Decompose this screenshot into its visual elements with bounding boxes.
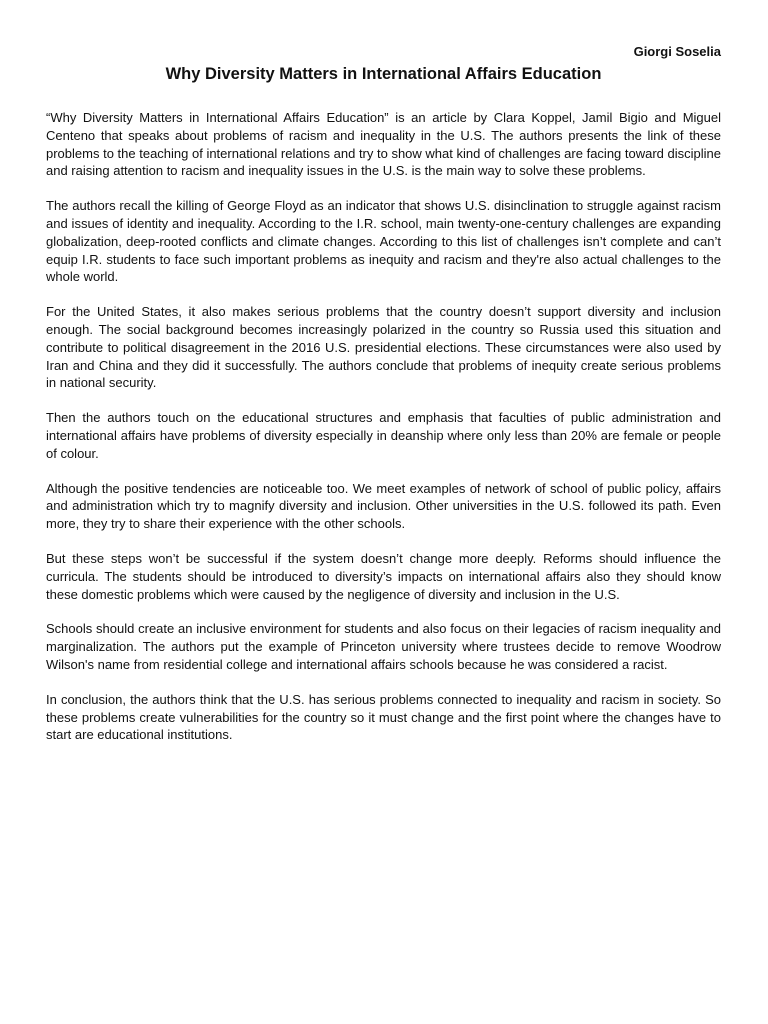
paragraph-8: In conclusion, the authors think that the U.S. has serious problems connected to inequality and racism in society. So these problems create vulnerabilities for the country so it must change and the first point where the changes have to start are educational institutions.	[46, 691, 721, 743]
paragraph-5: Although the positive tendencies are noticeable too. We meet examples of network of school of public policy, affairs and administration which try to magnify diversity and inclusion. Other universities in the U.S. followed its path. Even more, they try to share their experience with the other schools.	[46, 480, 721, 532]
document-title: Why Diversity Matters in International Affairs Education	[165, 65, 602, 83]
paragraph-1: “Why Diversity Matters in International Affairs Education” is an article by Clara Koppel, Jamil Bigio and Miguel Centeno that speaks about problems of racism and inequality in the U.S. The authors presents the link of these problems to the teaching of international relations and try to show what kind of challenges are facing toward discipline and raising attention to racism and inequality issues in the U.S. is the main way to solve these problems.	[46, 110, 721, 179]
paragraph-3: For the United States, it also makes serious problems that the country doesn’t support diversity and inclusion enough. The social background becomes increasingly polarized in the country so Russia used this situation and contribute to political disagreement in the 2016 U.S. presidential elections. These circumstances were also used by Iran and China and they did it successfully. The authors conclude that problems of inequity create serious problems in national security.	[46, 304, 721, 391]
author-name: Giorgi Soselia	[633, 44, 721, 59]
paragraph-7: Schools should create an inclusive environment for students and also focus on their legacies of racism inequality and marginalization. The authors put the example of Princeton university where trustees decide to remove Woodrow Wilson's name from residential college and international affairs schools because he was considered a racist.	[46, 621, 721, 672]
paragraph-2: The authors recall the killing of George Floyd as an indicator that shows U.S. disinclination to struggle against racism and issues of identity and inequality. According to the I.R. school, main twenty-one-century challenges are expanding globalization, deep-rooted conflicts and climate changes. According to this list of challenges isn’t complete and can’t equip I.R. students to face such important problems as inequity and racism and they're also actual challenges to the whole world.	[46, 198, 721, 285]
paragraph-6: But these steps won’t be successful if the system doesn’t change more deeply. Reforms should influence the curricula. The students should be introduced to diversity’s impacts on international affairs also they should know these domestic problems which were caused by the negligence of diversity and inclusion in the U.S.	[46, 550, 721, 602]
paragraph-4: Then the authors touch on the educational structures and emphasis that faculties of public administration and international affairs have problems of diversity especially in deanship where only less than 20% are female or people of colour.	[46, 410, 721, 461]
document-body	[46, 109, 721, 761]
document-page	[46, 0, 721, 1024]
